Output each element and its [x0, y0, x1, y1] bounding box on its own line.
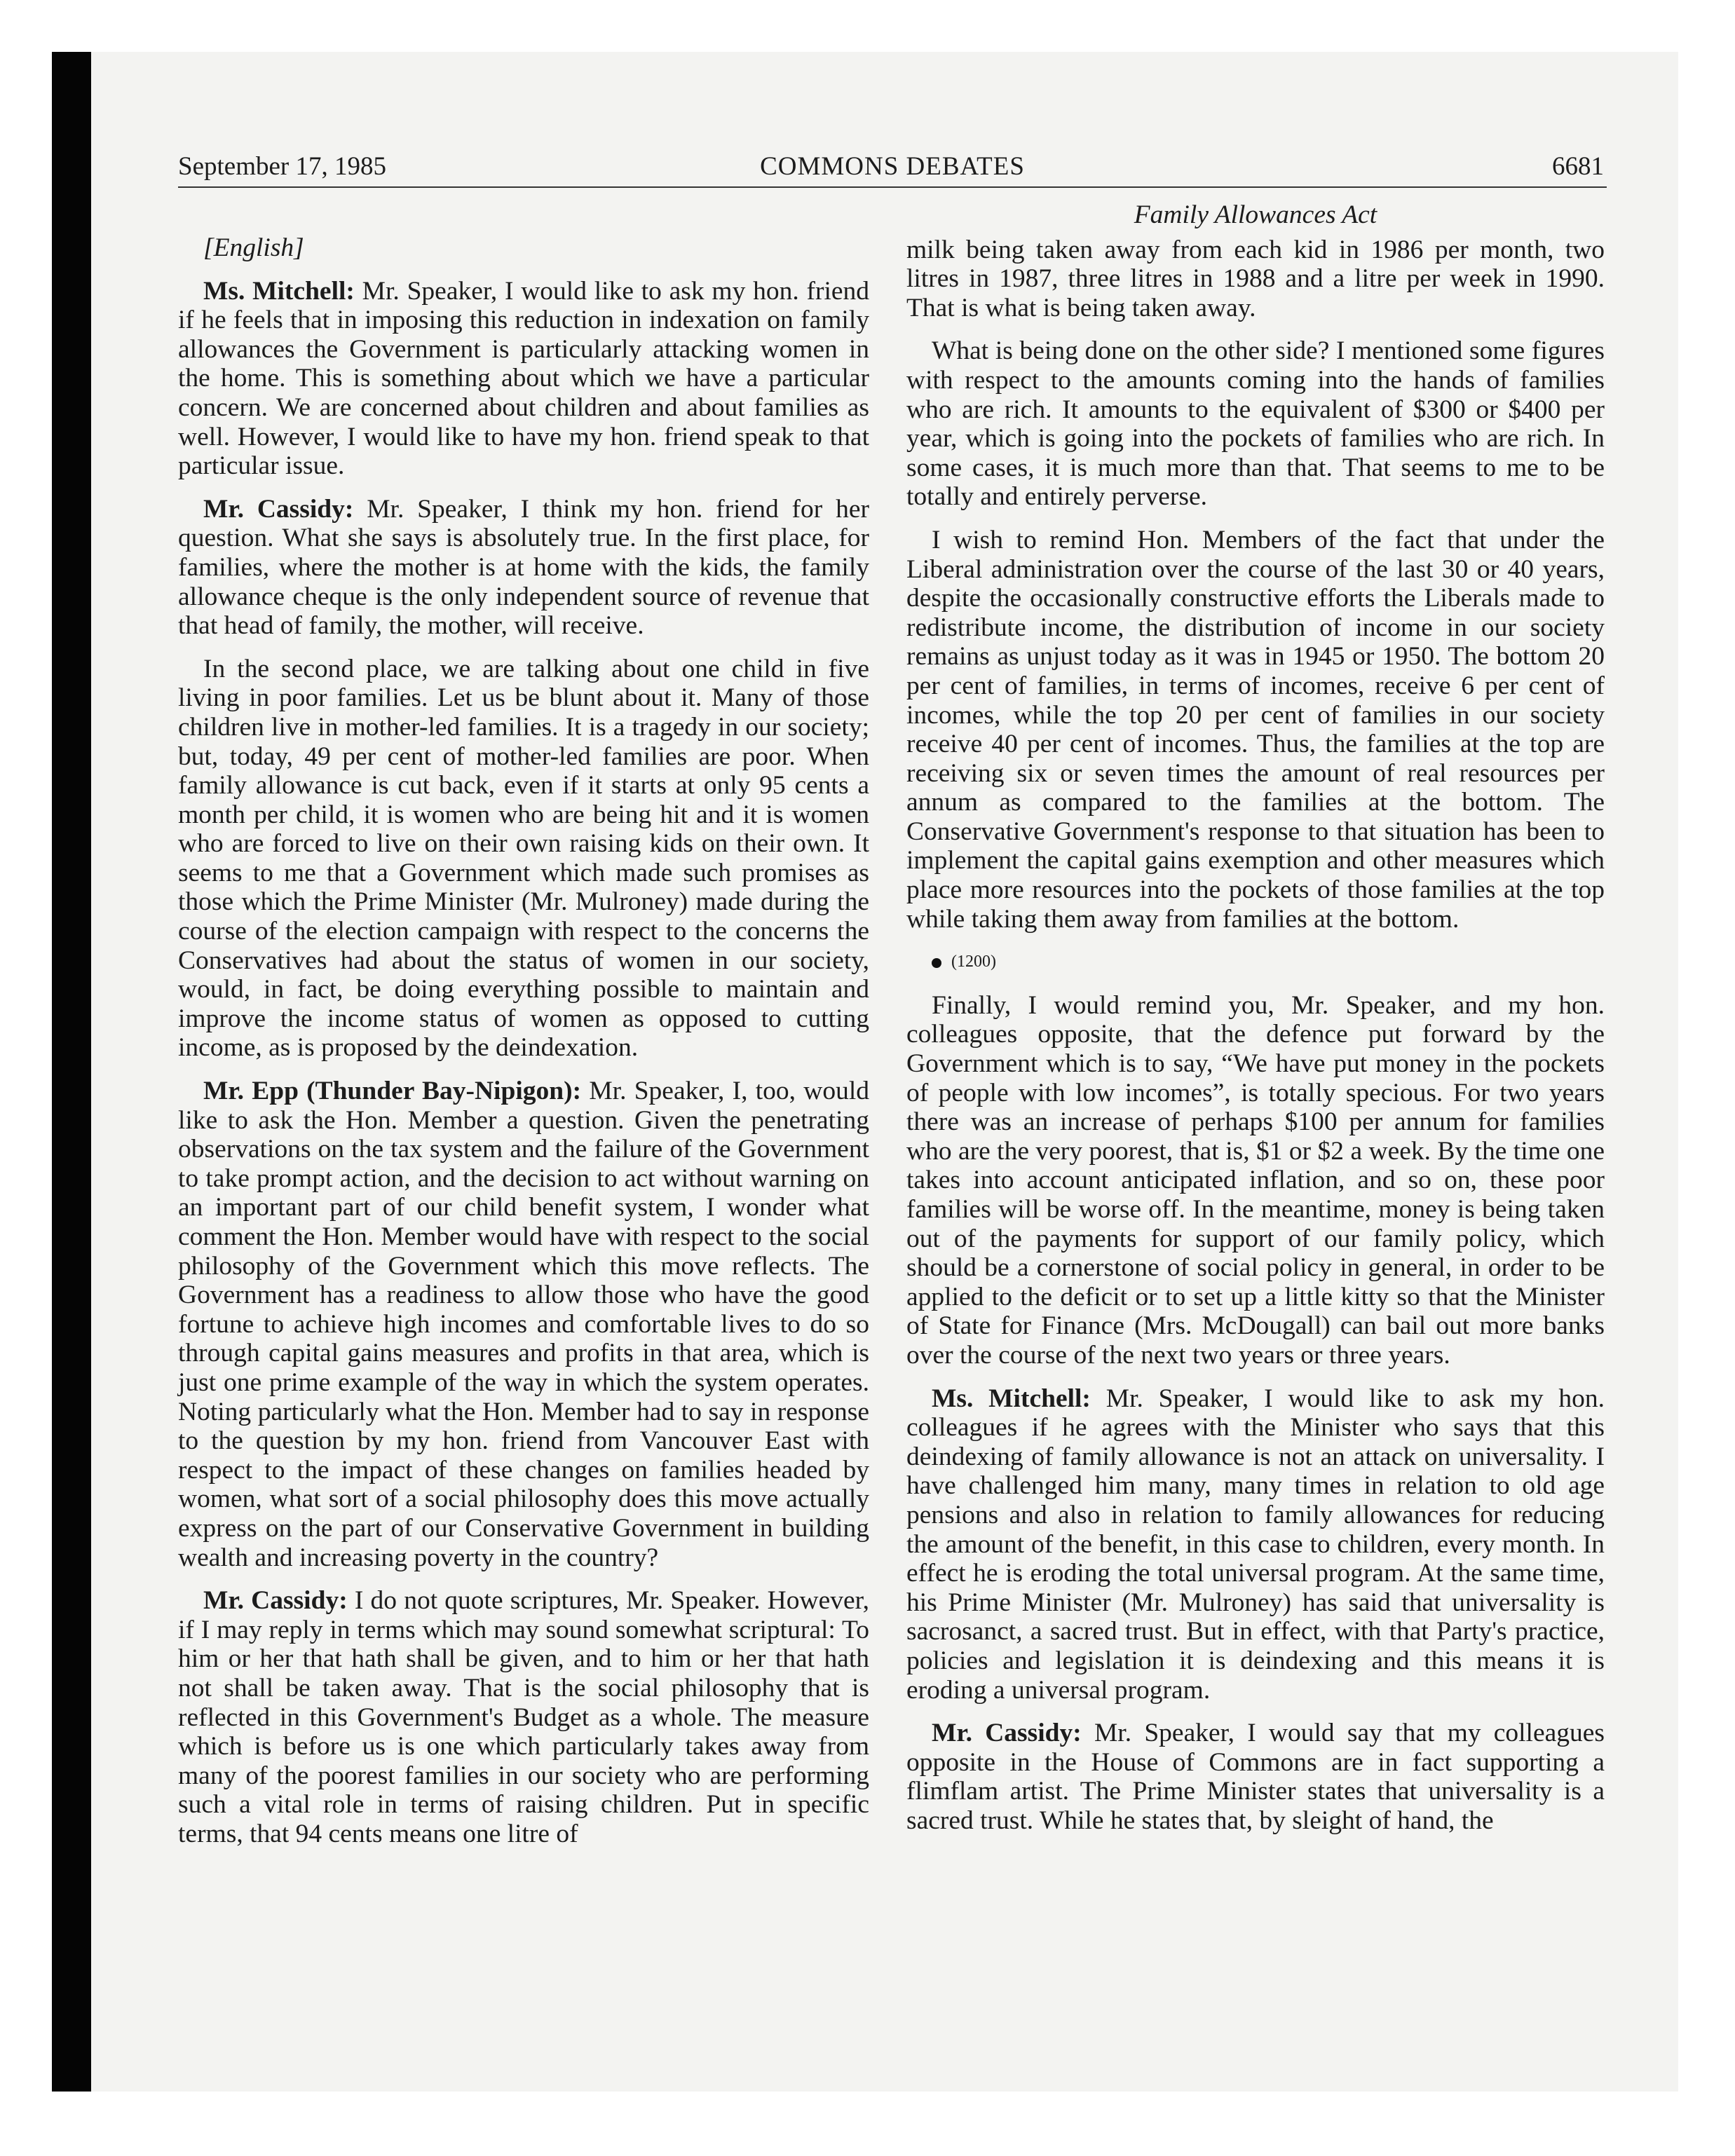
page-header	[178, 147, 1607, 188]
header-date: September 17, 1985	[178, 152, 386, 181]
language-marker: [English]	[203, 233, 304, 262]
right-column	[906, 200, 1605, 1849]
speech-text: Mr. Speaker, I would like to ask my hon. friend if he feels that in imposing this reduction in indexation on family allowances the Government is particularly attacking women in the home. This is something about which we have a particular concern. We are concerned about children and about families as well. However, I would like to have my hon. friend speak to that particular issue.	[178, 276, 870, 481]
speech-text: Mr. Speaker, I, too, would like to ask the Hon. Member a question. Given the penetrating observations on the tax system and the failure of the Government to take prompt action, and the decision to act without warning on an important part of our child benefit system, I wonder what comment the Hon. Member would have with respect to the social philosophy of the Government which this move reflects. The Government has a readiness to allow those who have the good fortune to achieve high incomes and comfortable lives to do so through capital gains measures and profits in that area, which is just one prime example of the way in which the system operates. Noting particularly what the Hon. Member had to say in response to the question by my hon. friend from Vancouver East with respect to the impact of these changes on families headed by women, what sort of a social philosophy does this move actually express on the part of our Conservative Government in building wealth and increasing poverty in the country?	[178, 1077, 869, 1572]
timestamp: (1200)	[951, 953, 996, 971]
paragraph: In the second place, we are talking about one child in five living in poor families. Let us be blunt about it. Many of those children live in mother-led families. It is a tragedy in our society; but, today, 49 per cent of mother-led families are poor. When family allowance is cut back, even if it starts at only 95 cents a month per child, it is women who are being hit and it is women who are forced to live on their own raising kids on their own. It seems to me that a Government which made such promises as those which the Prime Minister (Mr. Mulroney) made during the course of the election campaign with respect to the concerns the Conservatives had about the status of women in our society, would, in fact, be doing everything possible to maintain and improve the income status of women as opposed to cutting income, as is proposed by the deindexation.	[178, 654, 869, 1063]
paragraph: What is being done on the other side? I mentioned some figures with respect to the amounts coming into the hands of families who are rich. It amounts to the equivalent of $300 or $400 per year, which is going into the pockets of families who are rich. In some cases, it is much more than that. That seems to me to be totally and entirely perverse.	[906, 336, 1605, 512]
running-head: Family Allowances Act	[1134, 200, 1377, 229]
speech-text: Mr. Speaker, I would say that my colleagues opposite in the House of Commons are in fact supporting a flimflam artist. The Prime Minister states that universality is a sacred trust. While he states that, by sleight of hand, the	[906, 1719, 1605, 1835]
paragraph	[178, 277, 869, 481]
bullet-icon	[932, 958, 941, 968]
left-column	[178, 233, 869, 1862]
timestamp-marker	[906, 948, 1605, 977]
paragraph	[178, 1077, 869, 1572]
binding-edge	[52, 52, 91, 2092]
speaker-name: Ms. Mitchell:	[932, 1384, 1091, 1413]
paragraph: I wish to remind Hon. Members of the fact that under the Liberal administration over the course of the last 30 or 40 years, despite the occasionally constructive efforts the Liberals made to redistribute income, the distribution of income in our society remains as unjust today as it was in 1945 or 1950. The bottom 20 per cent of families, in terms of incomes, receive 6 per cent of incomes, while the top 20 per cent of families in our society receive 40 per cent of incomes. Thus, the families at the top are receiving six or seven times the amount of real resources per annum as compared to the families at the bottom. The Conservative Government's response to that situation has been to implement the capital gains exemption and other measures which place more resources into the pockets of those families at the top while taking them away from families at the bottom.	[906, 525, 1605, 934]
speech-text: Mr. Speaker, I would like to ask my hon. colleagues if he agrees with the Minister who says that this deindexing of family allowance is not an attack on universality. I have challenged him many, many times in relation to old age pensions and also in relation to family allowances for reducing the amount of the benefit, in this case to children, every month. In effect he is eroding the total universal program. At the same time, his Prime Minister (Mr. Mulroney) has said that universality is sacrosanct, a sacred trust. But in effect, with that Party's practice, policies and legislation it is deindexing and this means it is eroding a universal program.	[906, 1384, 1605, 1705]
paragraph	[906, 1384, 1605, 1705]
paragraph	[178, 1586, 869, 1848]
page-number: 6681	[1552, 152, 1604, 181]
paragraph	[906, 1719, 1605, 1835]
paragraph: Finally, I would remind you, Mr. Speaker, and my hon. colleagues opposite, that the defence put forward by the Government which is to say, “We have put money in the pockets of people with low incomes”, is totally specious. For two years there was an increase of perhaps $100 per annum for families who are the very poorest, that is, $1 or $2 a week. By the time one takes into account anticipated inflation, and so on, these poor families will be worse off. In the meantime, money is being taken out of the payments for support of our family policy, which should be a cornerstone of social policy in general, in order to be applied to the deficit or to set up a little kitty so that the Minister of State for Finance (Mrs. McDougall) can bail out more banks over the course of the next two years or three years.	[906, 990, 1605, 1370]
paragraph: milk being taken away from each kid in 1986 per month, two litres in 1987, three litres in 1988 and a litre per week in 1990. That is what is being taken away.	[906, 235, 1605, 322]
speaker-name: Mr. Cassidy:	[203, 1586, 348, 1616]
speech-text: I do not quote scriptures, Mr. Speaker. However, if I may reply in terms which may sound somewhat scriptural: To him or her that hath shall be given, and to him or her that hath not shall be taken away. That is the social philosophy that is reflected in this Government's Budget as a whole. The measure which is before us is one which particularly takes away from many of the poorest families in our society who are performing such a vital role in terms of raising children. Put in specific terms, that 94 cents means one litre of	[178, 1586, 869, 1848]
header-title: COMMONS DEBATES	[760, 152, 1025, 181]
paragraph	[178, 495, 869, 641]
speaker-name: Ms. Mitchell:	[203, 276, 355, 306]
speaker-name: Mr. Epp (Thunder Bay-Nipigon):	[203, 1077, 582, 1106]
speech-text: Mr. Speaker, I think my hon. friend for her question. What she says is absolutely true. In the first place, for families, where the mother is at home with the kids, the family allowance cheque is the only independent source of revenue that that head of family, the mother, will receive.	[178, 494, 869, 641]
speaker-name: Mr. Cassidy:	[203, 494, 354, 524]
speaker-name: Mr. Cassidy:	[932, 1719, 1082, 1748]
